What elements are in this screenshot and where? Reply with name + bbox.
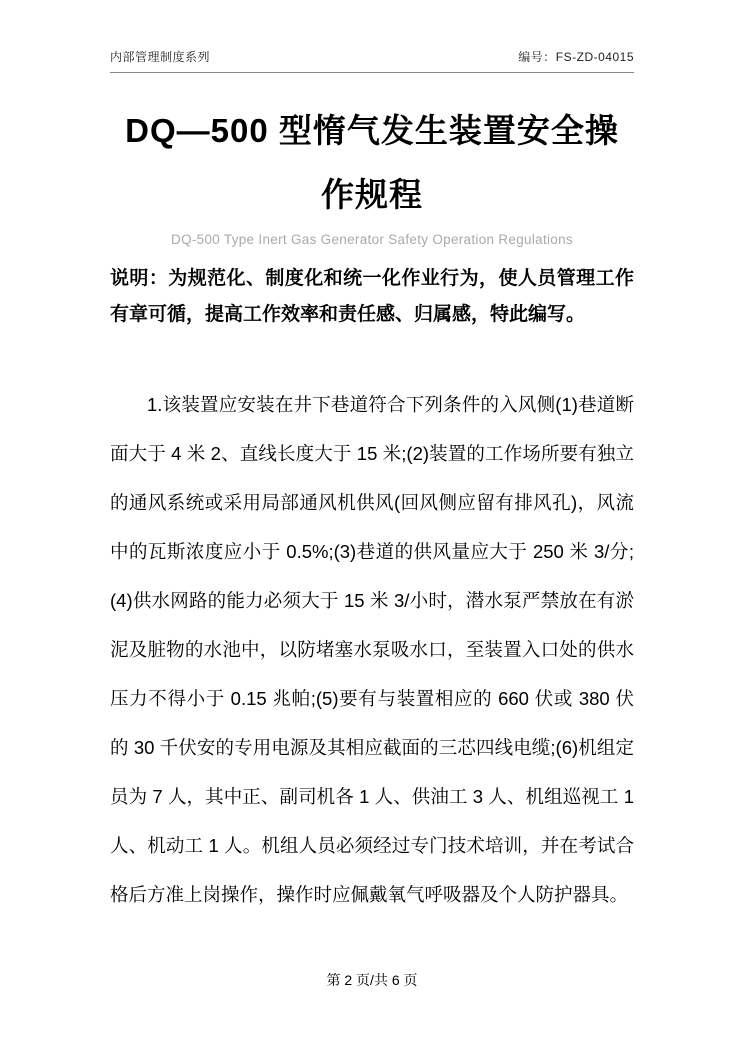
header-series-label: 内部管理制度系列 [110,50,211,64]
document-title: DQ—500 型惰气发生装置安全操作规程 [125,112,619,214]
body-paragraph: 1.该装置应安装在井下巷道符合下列条件的入风侧(1)巷道断面大于 4 米 2、直线长度大于 15 米;(2)装置的工作场所要有独立的通风系统或采用局部通风机供风(回风侧应留有排风孔)，风流中的瓦斯浓度应小于 0.5%;(3)巷道的供风量应大于 250 米 3/分;(4)供水网路的能力必须大于 15 米 3/小时，潜水泵严禁放在有淤泥及脏物的水池中，以防堵塞水泵吸水口，至装置入口处的供水压力不得小于 0.15 兆帕;(5)要有与装置相应的 660 伏或 380 伏的 30 千伏安的专用电源及其相应截面的三芯四线电缆;(6)机组定员为 7 人，其中正、副司机各 1 人、供油工 3 人、机组巡视工 1 人、机动工 1 人。机组人员必须经过专门技术培训，并在考试合格后方准上岗操作，操作时应佩戴氧气呼吸器及个人防护器具。 [110,394,634,905]
document-subtitle-english: DQ-500 Type Inert Gas Generator Safety Operation Regulations [171,231,573,247]
page-header [110,48,634,73]
header-doc-number: 编号：FS-ZD-04015 [518,50,634,64]
footer-page-number: 第 2 页/共 6 页 [326,972,418,988]
intro-paragraph: 说明：为规范化、制度化和统一化作业行为，使人员管理工作有章可循，提高工作效率和责任感、归属感，特此编写。 [110,267,634,326]
document-body [110,380,634,919]
